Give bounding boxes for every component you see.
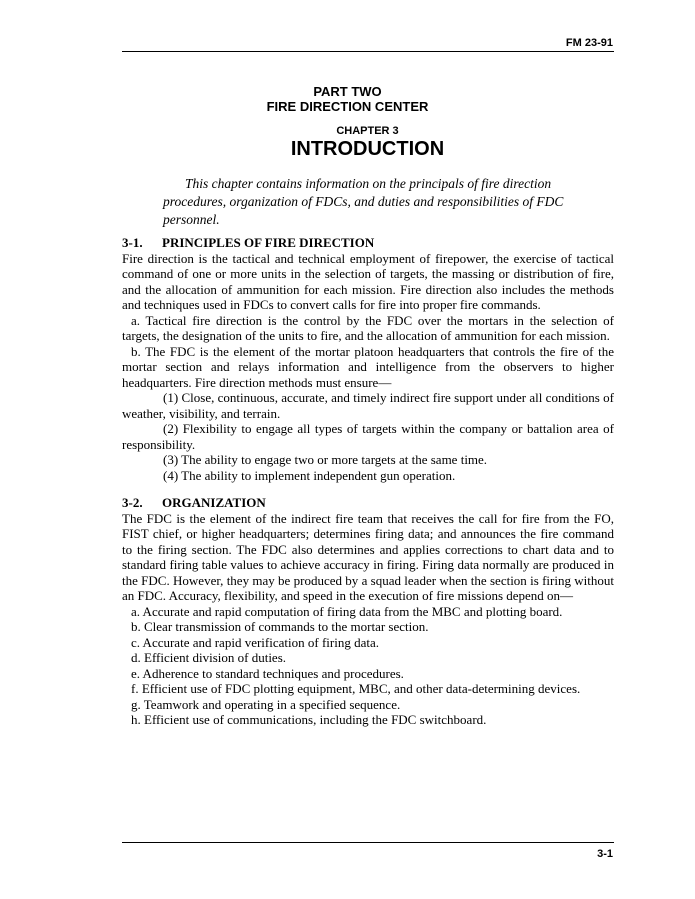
part-name: FIRE DIRECTION CENTER [266, 99, 429, 114]
list-item: d. Efficient division of duties. [131, 650, 287, 665]
chapter-label: CHAPTER 3 [336, 125, 399, 137]
list-item: c. Accurate and rapid verification of firing data. [131, 634, 379, 650]
footer-rule [122, 842, 614, 843]
section-title: PRINCIPLES OF FIRE DIRECTION [162, 235, 375, 250]
list-item: e. Adherence to standard techniques and procedures. [131, 665, 404, 681]
section-number: 3-1. [122, 235, 143, 250]
list-item: g. Teamwork and operating in a specified sequence. [131, 696, 401, 712]
section-gap [122, 483, 614, 495]
paragraph: a. Tactical fire direction is the control by the FDC over the mortars in the selection of targets, the designation of the units to fire, and the allocation of ammunition for each mission. [122, 312, 614, 343]
list-item: f. Efficient use of FDC plotting equipment, MBC, and other data-determining devices. [131, 681, 581, 696]
document-id: FM 23-91 [565, 37, 613, 49]
paragraph: (4) The ability to implement independent gun operation. [163, 467, 456, 483]
section-heading [122, 235, 614, 251]
paragraph: b. The FDC is the element of the mortar platoon headquarters that controls the fire of the mortar section and relays information and intelligence from the observers to higher headquarters. Fire direction methods must ensure— [122, 343, 614, 390]
document-body [122, 235, 614, 728]
part-title: PART TWO [313, 84, 382, 99]
list-item: h. Efficient use of communications, including the FDC switchboard. [131, 712, 487, 727]
section-number: 3-2. [122, 495, 143, 510]
section-title: ORGANIZATION [162, 495, 266, 510]
paragraph: (3) The ability to engage two or more targets at the same time. [163, 452, 488, 467]
paragraph: Fire direction is the tactical and technical employment of firepower, the exercise of tactical command of one or more units in the selection of targets, the massing or distribution of fire, and the allocation of ammunition for each mission. Fire direction also includes the methods and techniques used in FDCs to convert calls for fire into proper fire commands. [122, 250, 614, 312]
page-number: 3-1 [597, 848, 613, 860]
paragraph: The FDC is the element of the indirect fire team that receives the call for fire from the FO, FIST chief, or higher headquarters; determines firing data; and announces the fire command to the firing section. The FDC also determines and applies corrections to chart data and to standard firing table values to achieve accuracy in firing. Firing data normally are produced in the FDC. However, they may be produced by a squad leader when the section is firing without an FDC. Accuracy, flexibility, and speed in the execution of fire missions depend on— [122, 510, 614, 603]
header-rule [122, 51, 614, 52]
paragraph: (1) Close, continuous, accurate, and timely indirect fire support under all conditions of weather, visibility, and terrain. [122, 390, 614, 421]
paragraph: (2) Flexibility to engage all types of targets within the company or battalion area of responsibility. [122, 421, 614, 452]
list-item: a. Accurate and rapid computation of firing data from the MBC and plotting board. [131, 603, 563, 619]
section-heading [122, 495, 614, 511]
list-item: b. Clear transmission of commands to the mortar section. [131, 619, 429, 634]
chapter-title: INTRODUCTION [290, 138, 445, 160]
chapter-intro: This chapter contains information on the principals of fire direction procedures, organization of FDCs, and duties and responsibilities of FDC personnel. [163, 176, 564, 227]
